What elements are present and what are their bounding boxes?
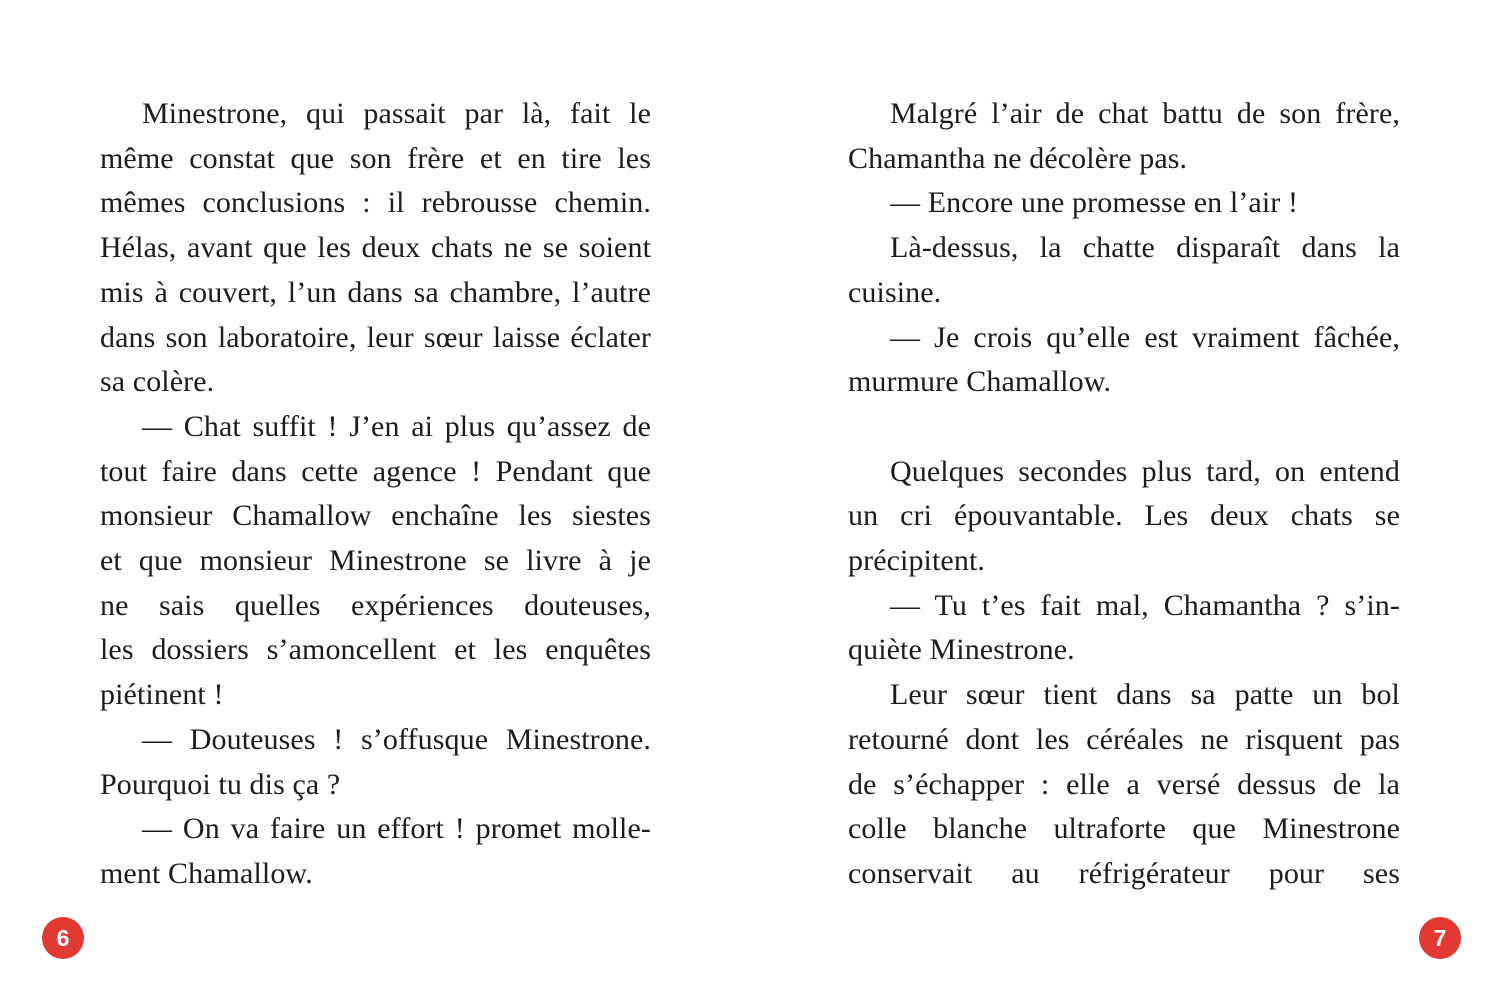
text-column-right <box>848 92 1400 897</box>
text-line: Malgré l’air de chat battu de son frère, <box>890 97 1400 130</box>
text-column-left <box>100 92 651 897</box>
text-line: sa colère. <box>100 365 215 399</box>
text-line: — Tu t’es fait mal, Chamantha ? s’in- <box>890 588 1400 622</box>
text-line: piétinent ! <box>100 678 224 712</box>
text-line: Minestrone, qui passait par là, fait le <box>142 97 651 130</box>
page-number-right: 7 <box>1433 924 1447 951</box>
text-line: de s’échapper : elle a versé dessus de la <box>848 767 1400 801</box>
text-line: monsieur Chamallow enchaîne les siestes <box>100 499 651 533</box>
text-line: tout faire dans cette agence ! Pendant que <box>100 454 651 488</box>
text-line: précipitent. <box>848 544 985 578</box>
page-number-badge-right <box>1419 917 1461 959</box>
text-line: — On va faire un effort ! promet molle- <box>142 812 651 846</box>
text-line: ne sais quelles expériences douteuses, <box>100 588 651 622</box>
text-line: — Encore une promesse en l’air ! <box>890 186 1299 220</box>
text-line: colle blanche ultraforte que Minestrone <box>848 812 1400 846</box>
text-line: Hélas, avant que les deux chats ne se soient <box>100 231 651 265</box>
text-line: Chamantha ne décolère pas. <box>848 141 1188 175</box>
text-line: ment Chamallow. <box>100 856 313 890</box>
text-line: et que monsieur Minestrone se livre à je <box>100 544 651 578</box>
text-line: cuisine. <box>848 275 942 309</box>
text-line: Leur sœur tient dans sa patte un bol <box>890 678 1400 712</box>
text-line: — Je crois qu’elle est vraiment fâchée, <box>890 320 1400 354</box>
text-line: retourné dont les céréales ne risquent pas <box>848 722 1400 756</box>
text-line: murmure Chamallow. <box>848 365 1112 399</box>
text-line: — Chat suffit ! J’en ai plus qu’assez de <box>142 409 651 443</box>
page-number-badge-left <box>42 917 84 959</box>
text-line: conservait au réfrigérateur pour ses <box>848 856 1400 890</box>
text-line: un cri épouvantable. Les deux chats se <box>848 499 1400 533</box>
page-number-left: 6 <box>56 924 70 951</box>
text-line: mis à couvert, l’un dans sa chambre, l’autre <box>100 275 651 309</box>
text-line: quiète Minestrone. <box>848 633 1075 667</box>
text-line: mêmes conclusions : il rebrousse chemin. <box>100 186 651 220</box>
page-right <box>750 0 1500 994</box>
text-line: même constat que son frère et en tire les <box>100 141 651 175</box>
text-line: — Douteuses ! s’offusque Minestrone. <box>142 722 651 756</box>
text-line: Quelques secondes plus tard, on entend <box>890 454 1400 488</box>
text-line: dans son laboratoire, leur sœur laisse éclater <box>100 320 651 354</box>
text-line: les dossiers s’amoncellent et les enquêtes <box>100 633 651 667</box>
text-line: Là-dessus, la chatte disparaît dans la <box>890 231 1400 265</box>
text-line: Pourquoi tu dis ça ? <box>100 767 341 801</box>
